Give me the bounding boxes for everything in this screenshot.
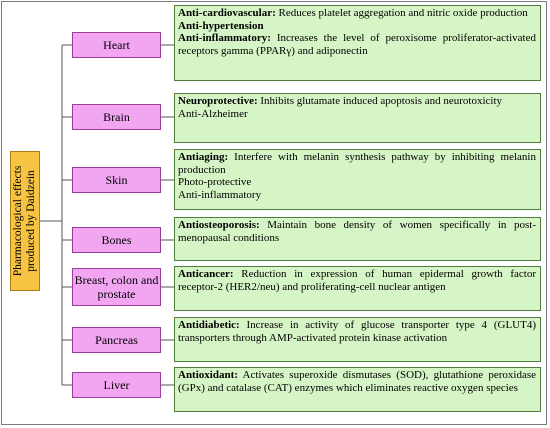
organ-skin bbox=[72, 167, 161, 193]
effect-text: Interfere with melanin synthesis pathway by inhibiting melanin production bbox=[178, 151, 536, 176]
effect-text: Anti-inflammatory bbox=[178, 188, 262, 201]
effects-brain bbox=[174, 93, 541, 143]
effect-item bbox=[178, 189, 536, 202]
effect-item bbox=[178, 219, 536, 244]
organ-label: Heart bbox=[103, 37, 130, 52]
effect-item bbox=[178, 95, 536, 108]
root-label: Pharmacological effects produced by Daidzein bbox=[12, 165, 37, 277]
organ-label: Breast, colon and prostate bbox=[74, 272, 159, 301]
effect-item bbox=[178, 369, 536, 394]
organ-label: Skin bbox=[105, 172, 128, 187]
effect-text: Reduction in expression of human epidermal growth factor receptor-2 (HER2/neu) and proliferating-cell nuclear antigen bbox=[178, 268, 536, 293]
effect-text: Inhibits glutamate induced apoptosis and neurotoxicity bbox=[257, 95, 503, 107]
organ-brain bbox=[72, 104, 161, 130]
effects-breast-colon-prostate bbox=[174, 266, 541, 311]
effect-item bbox=[178, 108, 536, 121]
organ-heart bbox=[72, 32, 161, 58]
effect-title: Anti-cardiovascular: bbox=[178, 7, 276, 19]
effects-pancreas bbox=[174, 317, 541, 362]
effect-text: Reduces platelet aggregation and nitric oxide production bbox=[275, 7, 528, 19]
effect-title: Antiaging: bbox=[178, 151, 229, 163]
effect-text: Photo-protective bbox=[178, 176, 252, 188]
effects-heart bbox=[174, 5, 541, 81]
effect-item bbox=[178, 176, 536, 189]
effects-bones bbox=[174, 217, 541, 261]
effect-item bbox=[178, 20, 536, 33]
effect-title: Antiosteoporosis: bbox=[178, 219, 260, 231]
organ-liver bbox=[72, 372, 161, 398]
effect-text: Increases the level of peroxisome proliferator-activated receptors gamma (PPARγ) and adiponectin bbox=[178, 32, 536, 57]
effect-title: Antioxidant: bbox=[178, 369, 238, 381]
effect-item bbox=[178, 268, 536, 293]
effect-item bbox=[178, 319, 536, 344]
organ-bones bbox=[72, 227, 161, 253]
effects-skin bbox=[174, 149, 541, 210]
organ-breast-colon-prostate bbox=[72, 268, 161, 306]
effect-text: Anti-Alzheimer bbox=[178, 107, 248, 120]
effect-item bbox=[178, 7, 536, 20]
root-node bbox=[10, 151, 40, 291]
organ-label: Brain bbox=[103, 109, 130, 124]
effect-text: Increase in activity of glucose transporter type 4 (GLUT4) transporters through AMP-activated protein kinase activation bbox=[178, 319, 536, 344]
organ-label: Pancreas bbox=[95, 332, 138, 347]
effect-item bbox=[178, 32, 536, 57]
effect-title: Anti-hypertension bbox=[178, 19, 264, 32]
organ-label: Bones bbox=[101, 232, 132, 247]
effect-title: Neuroprotective: bbox=[178, 95, 258, 107]
organ-pancreas bbox=[72, 327, 161, 353]
effect-item bbox=[178, 151, 536, 176]
effect-title: Anticancer: bbox=[178, 268, 234, 280]
effect-title: Anti-inflammatory: bbox=[178, 32, 271, 44]
effect-title: Antidiabetic: bbox=[178, 319, 240, 331]
effect-text: Maintain bone density of women specifically in post-menopausal conditions bbox=[178, 219, 536, 244]
effects-liver bbox=[174, 367, 541, 412]
effect-text: Activates superoxide dismutases (SOD), glutathione peroxidase (GPx) and catalase (CAT) enzymes which eliminates reactive oxygen species bbox=[178, 369, 536, 394]
organ-label: Liver bbox=[103, 377, 130, 392]
